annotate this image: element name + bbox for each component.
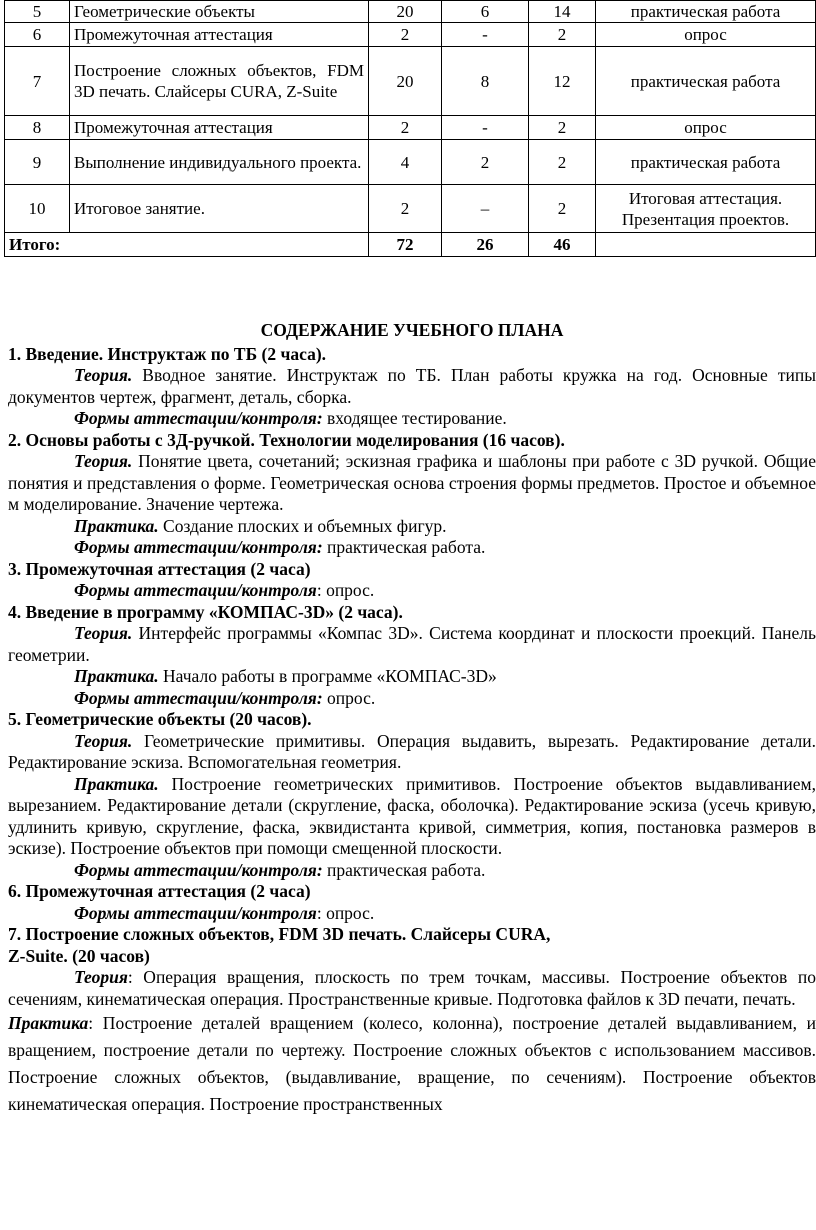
table-row: 8 Промежуточная аттестация 2 - 2 опрос bbox=[5, 116, 816, 140]
paragraph: Теория. Геометрические примитивы. Операция выдавить, вырезать. Редактирование детали. Редактирование эскиза. Вспомогательная геометрия. bbox=[8, 730, 816, 772]
table-row: 5 Геометрические объекты 20 6 14 практическая работа bbox=[5, 1, 816, 23]
table-row: 9 Выполнение индивидуального проекта. 4 2 2 практическая работа bbox=[5, 140, 816, 185]
section-title: 4. Введение в программу «КОМПАС-3D» (2 часа). bbox=[8, 601, 403, 622]
paragraph: Теория. Понятие цвета, сочетаний; эскизная графика и шаблоны при работе с 3D ручкой. Общие понятия и представления о форме. Геометрическая основа строения формы предметов. Простое и объемное м моделирование. Значение чертежа. bbox=[8, 451, 816, 514]
section-title: 6. Промежуточная аттестация (2 часа) bbox=[8, 881, 311, 901]
paragraph: Практика. Построение геометрических примитивов. Построение объектов выдавливанием, вырезанием. Редактирование детали (скругление, фаска, оболочка). Редактирование эскиза (усечь кривую, удлинить кривую, скругление, фаска, эквидистанта кривой, симметрия, копия, постановка размеров в эскизе). Построение объектов при помощи смещенной плоскости. bbox=[8, 773, 816, 858]
curriculum-table bbox=[4, 0, 816, 257]
table-row: 6 Промежуточная аттестация 2 - 2 опрос bbox=[5, 23, 816, 47]
paragraph: Формы аттестации/контроля: опрос. bbox=[74, 580, 375, 600]
curriculum-content bbox=[8, 320, 816, 1118]
paragraph: Теория: Операция вращения, плоскость по трем точкам, массивы. Построение объектов по сечениям, кинематическая операция. Пространственные кривые. Подготовка файлов к 3D печати, печать. bbox=[8, 967, 816, 1009]
paragraph: Формы аттестации/контроля: входящее тестирование. bbox=[74, 408, 507, 428]
paragraph: Практика: Построение деталей вращением (колесо, колонна), построение деталей выдавливанием, и вращением, построение детали по чертежу. Построение сложных объектов с использованием массивов. Построение сложных объектов, (выдавливание, вращение, по сечениям). Построение объектов кинематическая операция. Построение пространственных bbox=[8, 1013, 816, 1114]
table-row: 10 Итоговое занятие. 2 – 2 Итоговая аттестация. Презентация проектов. bbox=[5, 185, 816, 233]
paragraph: Формы аттестации/контроля: практическая работа. bbox=[74, 859, 486, 880]
section-title: 5. Геометрические объекты (20 часов). bbox=[8, 709, 312, 729]
paragraph: Формы аттестации/контроля: практическая работа. bbox=[74, 537, 486, 557]
paragraph: Теория. Интерфейс программы «Компас 3D». Система координат и плоскости проекций. Панель геометрии. bbox=[8, 623, 816, 665]
paragraph: Теория. Вводное занятие. Инструктаж по ТБ. План работы кружка на год. Основные типы документов чертеж, фрагмент, деталь, сборка. bbox=[8, 365, 816, 407]
paragraph: Практика. Начало работы в программе «КОМПАС-3D» bbox=[74, 666, 497, 686]
paragraph: Формы аттестации/контроля: опрос. bbox=[74, 902, 375, 923]
page-title: СОДЕРЖАНИЕ УЧЕБНОГО ПЛАНА bbox=[260, 320, 564, 340]
section-title: 7. Построение сложных объектов, FDM 3D печать. Слайсеры CURA, Z-Suite. (20 часов) bbox=[8, 924, 551, 966]
paragraph: Формы аттестации/контроля: опрос. bbox=[74, 687, 376, 708]
section-title: 2. Основы работы с 3Д-ручкой. Технологии моделирования (16 часов). bbox=[8, 429, 565, 450]
paragraph: Практика. Создание плоских и объемных фигур. bbox=[74, 515, 447, 536]
table-row: 7 Построение сложных объектов, FDM 3D печать. Слайсеры CURA, Z-Suite 20 8 12 практическая работа bbox=[5, 47, 816, 116]
section-title: 3. Промежуточная аттестация (2 часа) bbox=[8, 558, 311, 579]
table-total-row: Итого: 72 26 46 bbox=[5, 233, 816, 257]
section-title: 1. Введение. Инструктаж по ТБ (2 часа). bbox=[8, 343, 327, 364]
